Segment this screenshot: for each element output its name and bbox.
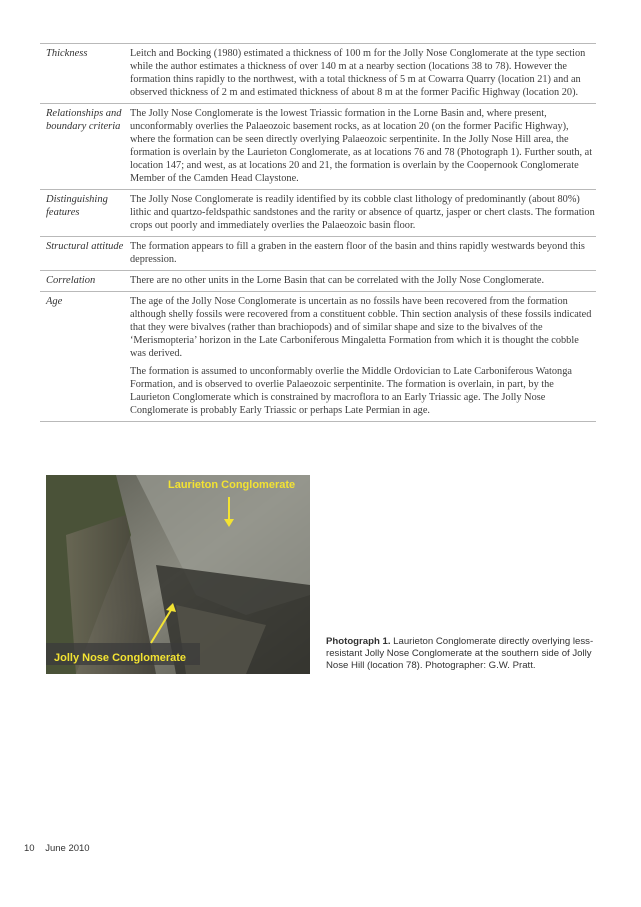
row-label: Structural attitude (46, 241, 124, 252)
row-content (130, 240, 596, 266)
paragraph: There are no other units in the Lorne Basin that can be correlated with the Jolly Nose Conglomerate. (130, 275, 545, 286)
publication-date: June 2010 (45, 843, 90, 854)
row-content (130, 295, 596, 417)
paragraph: The Jolly Nose Conglomerate is the lowest Triassic formation in the Lorne Basin and, where present, unconformably overlies the Palaeozoic basement rocks, as at location 20 (on the former Pacific Highway), where the formation can be seen directly overlying Palaeozoic serpentinite. In the Jolly Nose Hill area, the formation is overlain by the Laurieton Conglomerate, as at locations 76 and 78 (Photograph 1). Further south, at location 147; and west, as at locations 20 and 21, the formation is overlain by the Coopernook Conglomerate Member of the Camden Head Claystone. (130, 108, 593, 184)
table-row (40, 103, 596, 189)
row-label: Age (46, 296, 63, 307)
caption-text: Laurieton Conglomerate directly overlying less-resistant Jolly Nose Conglomerate at the southern side of Jolly Nose Hill (location 78). Photographer: G.W. Pratt. (326, 636, 594, 671)
table-row (40, 236, 596, 270)
page-footer (24, 843, 90, 854)
table-row (40, 291, 596, 422)
row-label: Thickness (46, 48, 88, 59)
outcrop-photograph (46, 475, 310, 674)
photo-label-bottom: Jolly Nose Conglomerate (54, 652, 187, 664)
paragraph: The formation appears to fill a graben in the eastern floor of the basin and thins rapidly westwards beyond this depression. (130, 241, 585, 265)
row-content (130, 47, 596, 99)
row-label: Relationships and boundary criteria (46, 108, 122, 132)
paragraph: The age of the Jolly Nose Conglomerate is uncertain as no fossils have been recovered from the formation although shelly fossils were recovered from a constituent cobble. Thin section analysis of these fossils indicated that they were bivalves (rather than brachiopods) and of similar shape and size to the bivalves of the ‘Merismopteria’ horizon in the Late Carboniferous Mingaletta Formation from which it is thought the cobble was derived. (130, 296, 592, 359)
photo-illustration (46, 475, 310, 674)
row-content (130, 274, 596, 287)
paragraph: Leitch and Bocking (1980) estimated a thickness of 100 m for the Jolly Nose Conglomerate at the type section while the author estimates a thickness of over 140 m at a nearby section (locations 38 to 78). However the formation thins rapidly to the northwest, with a total thickness of 5 m at Cowarra Quarry (location 21) and an observed thickness of 2 m and estimated thickness of about 8 m at the former Pacific Highway (location 20). (130, 48, 586, 98)
page-number: 10 (24, 843, 35, 854)
photo-label-top: Laurieton Conglomerate (168, 479, 296, 491)
paragraph: The Jolly Nose Conglomerate is readily identified by its cobble clast lithology of predominantly (about 80%) lithic and quartzo-feldspathic sandstones and the rarity or absence of quartz, jasper or chert clasts. The formation crops out poorly and immediately overlies the Palaeozoic basin floor. (130, 194, 595, 231)
table-row (40, 189, 596, 236)
row-content (130, 193, 596, 232)
table-row (40, 43, 596, 103)
table-row (40, 270, 596, 291)
row-label: Distinguishing features (46, 194, 108, 218)
paragraph: The formation is assumed to unconformably overlie the Middle Ordovician to Late Carboniferous Watonga Formation, and is observed to overlie Palaeozoic serpentinite. The formation is overlain, in part, by the Laurieton Conglomerate which is constrained by macroflora to an Early Triassic age. The Jolly Nose Conglomerate is probably Early Triassic or perhaps Late Permian in age. (130, 366, 572, 416)
photo-caption (326, 636, 601, 672)
row-content (130, 107, 596, 185)
row-label: Correlation (46, 275, 96, 286)
formation-table (40, 43, 596, 422)
caption-title: Photograph 1. (326, 636, 391, 647)
